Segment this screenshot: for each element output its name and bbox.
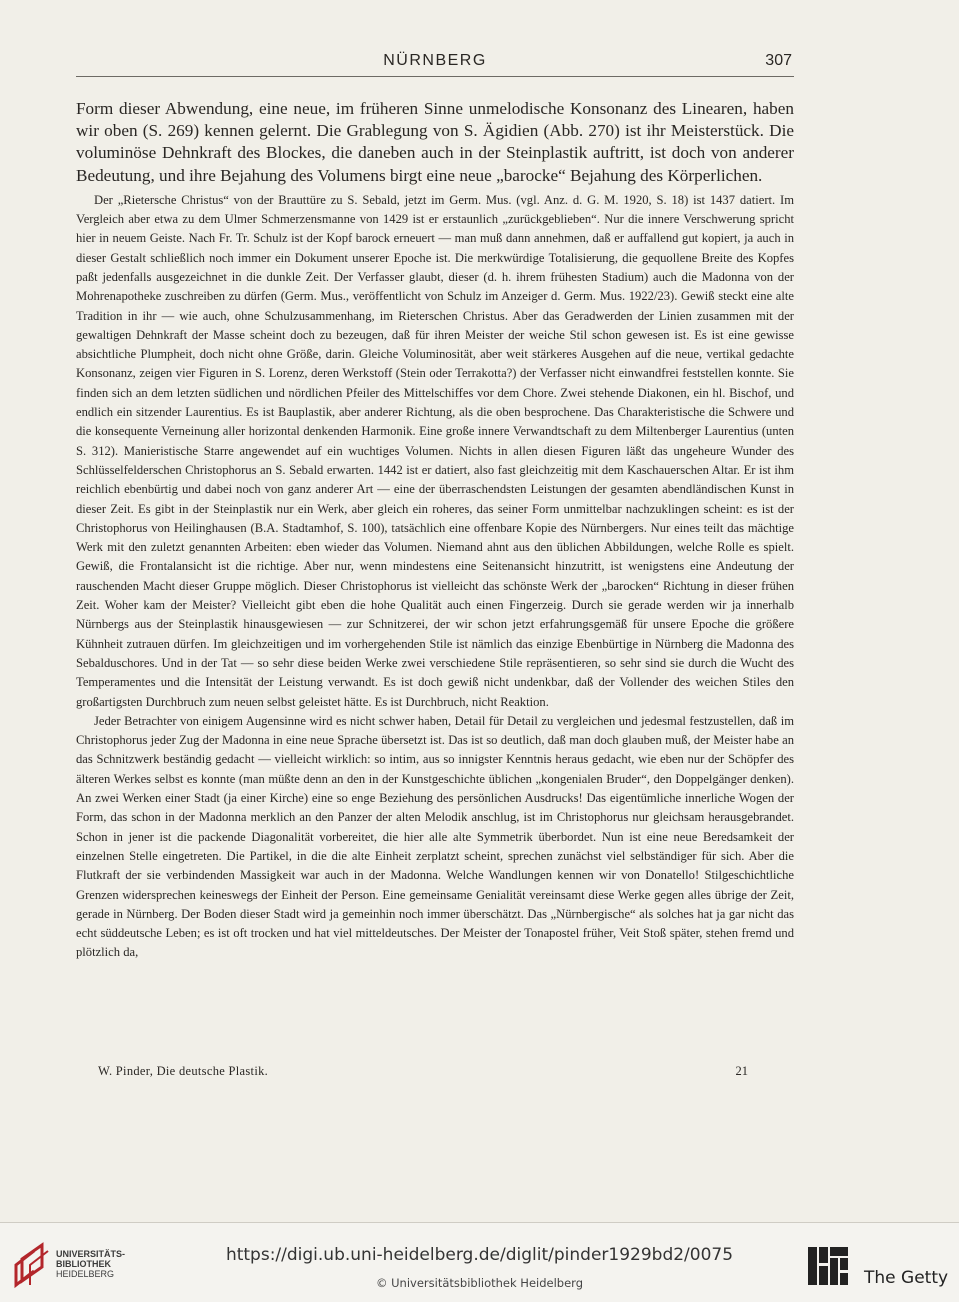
- permalink-url[interactable]: https://digi.ub.uni-heidelberg.de/diglit/pinder1929bd2/0075: [225, 1245, 734, 1265]
- library-line-1: UNIVERSITÄTS-: [56, 1249, 126, 1259]
- footer-bar: [0, 1223, 959, 1302]
- page-number: 307: [765, 52, 792, 69]
- signature-sheet: 21: [735, 1064, 748, 1078]
- lead-paragraph: Form dieser Abwendung, eine neue, im früheren Sinne unmelodische Konsonanz des Linearen, haben wir oben (S. 269) kennen gelernt. Die Grablegung von S. Ägidien (Abb. 270) ist ihr Meisterstück. Die voluminöse Dehnkraft des Blockes, die daneben auch in der Steinplastik auftritt, ist doch von anderer Bedeutung, und ihre Bejahung des Volumens birgt eine neue „barocke“ Bejahung des Körperlichen.: [76, 99, 794, 185]
- library-line-2: BIBLIOTHEK: [56, 1259, 111, 1269]
- small-paragraph-2: Jeder Betrachter von einigem Augensinne wird es nicht schwer haben, Detail für Detail zu vergleichen und jedesmal festzustellen, daß im Christophorus jeder Zug der Madonna in eine neue Sprache übersetzt ist. Das ist so deutlich, daß man doch glauben muß, der Meister habe an das Schnitzwerk beständig gedacht — vielleicht wirklich: so intim, aus so innigster Kenntnis heraus gedacht, wie eben nur der Schöpfer des älteren Werkes selbst es konnte (man müßte denn an den in der Kunstgeschichte üblichen „kongenialen Bruder“, den Doppelgänger denken). An zwei Werken einer Stadt (ja einer Kirche) eine so enge Beziehung des persönlichen Ausdrucks! Das eigentümliche innerliche Wogen der Form, das schon in der Madonna merklich an den Panzer der alten Melodik anschlug, ist im Christophorus nur gleichsam herausgebrandet. Schon in jener ist die packende Diagonalität vorbereitet, die hier alle alte Symmetrik überbordet. Nun ist eine neue Beredsamkeit der einzelnen Stelle eingetreten. Die Partikel, in die die alte Einheit zerplatzt scheint, sprechen zunächst viel selbständiger für sich. Aber die Flutkraft der sie verbindenden Massigkeit war auch in der Madonna. Welche Wandlungen kennen wir von Donatello! Stilgeschichtliche Grenzen widersprechen keineswegs der Einheit der Person. Eine gemeinsame Genialität vereinsamt diese Werke gegen alles übrige der Zeit, gerade in Nürnberg. Der Boden dieser Stadt wird ja gemeinhin noch immer überschätzt. Das „Nürnbergische“ als solches hat ja gar nicht das echt süddeutsche Leben; es ist oft trocken und hat viel mitteldeutsches. Der Meister der Tonapostel früher, Veit Stoß später, stehen fremd und plötzlich da,: [76, 713, 794, 960]
- library-line-3: HEIDELBERG: [56, 1269, 115, 1279]
- getty-logo-icon[interactable]: [808, 1247, 848, 1285]
- running-header: [76, 52, 794, 77]
- signature-line: [98, 1064, 748, 1079]
- getty-name[interactable]: The Getty: [864, 1268, 949, 1288]
- signature-book: W. Pinder, Die deutsche Plastik.: [98, 1064, 269, 1078]
- body-text: [76, 98, 794, 963]
- running-title: NÜRNBERG: [383, 52, 487, 69]
- small-paragraph-1: Der „Rietersche Christus“ von der Brauttüre zu S. Sebald, jetzt im Germ. Mus. (vgl. Anz. d. G. M. 1920, S. 18) ist 1437 datiert. Im Vergleich aber etwa zu dem Ulmer Schmerzensmanne von 1429 ist er erstaunlich „zurückgeblieben“. Nur die innere Verschwerung spricht hier in neuem Geiste. Nach Fr. Tr. Schulz ist der Kopf barock erneuert — man muß dann annehmen, daß er auffallend gut kopiert, ja auch in dieser Gestalt schließlich noch immer ein Dokument unserer Epoche ist. Die merkwürdige Totalisierung, die gequollene Breite des Kopfes paßt jedenfalls ausgezeichnet in die dunkle Zeit. Der Verfasser glaubt, dieser (d. h. ihrem frühesten Stadium) auch die Madonna von der Mohrenapotheke zuschreiben zu dürfen (Germ. Mus., veröffentlicht von Schulz im Anzeiger d. Germ. Mus. 1922/23). Gewiß steckt eine alte Tradition in ihr — wie auch, ohne Schulzusammenhang, im Rieterschen Christus. Aber das Geradwerden der Linien zusammen mit der gewaltigen Dehnkraft der Masse scheint doch zu bezeugen, daß für ihren Meister der weiche Stil schon gewesen ist. Es ist eine gewisse absichtliche Plumpheit, doch nicht ohne Größe, darin. Gleiche Voluminosität, aber weit stärkeres Ausgehen auf die neue, vertikal gedachte Konsonanz, zeigen vier Figuren in S. Lorenz, deren Werkstoff (Stein oder Terrakotta?) der Verfasser nicht einwandfrei feststellen konnte. Sie finden sich an dem letzten südlichen und nördlichen Pfeiler des Mittelschiffes vor dem Chore. Zwei stehende Diakonen, ein hl. Bischof, und endlich ein sitzender Laurentius. Es ist Bauplastik, aber anderer Richtung, als die oben besprochene. Das Charakteristische die Schwere und die konsequente Verneinung aller horizontal denkenden Harmonik. Eine große innere Verwandtschaft zu dem Miltenberger Laurentius (unten S. 312). Manieristische Starre angewendet auf ein wuchtiges Volumen. Nichts in allen diesen Figuren läßt das ungeheure Wunder des Schlüsselfelderschen Christophorus an S. Sebald erwarten. 1442 ist er datiert, also fast gleichzeitig mit dem Kaschauerschen Altar. Er ist ihm reichlich ebenbürtig und dabei noch von ganz anderer Art — eine der überraschendsten Leistungen der gesamten abendländischen Kunst in dieser Zeit. Es gibt in der Steinplastik nur ein Werk, aber gleich ein roheres, das seiner Form unmittelbar nachzuklingen scheint: es ist der Christophorus von Heilinghausen (B.A. Stadtamhof, S. 100), tatsächlich eine offenbare Kopie des Nürnbergers. Nur eines teilt das mächtige Werk mit den zuletzt genannten Arbeiten: eben wieder das Volumen. Niemand ahnt aus den üblichen Abbildungen, welche Rolle es spielt. Gewiß, die Frontalansicht ist die richtige. Aber nur, wenn mindestens eine Seitenansicht hinzutritt, ist wenigstens eine Andeutung der rauschenden Macht dieser Gruppe möglich. Dieser Christophorus ist vielleicht das schönste Werk der „barocken“ Richtung in dieser frühen Zeit. Woher kam der Meister? Vielleicht gibt eben die hohe Qualität auch einen Fingerzeig. Durch sie gerade werden wir ja innerhalb Nürnbergs aus der Steinplastik hinausgewiesen — zur Schnitzerei, der wir schon jetzt erfahrungsgemäß für unsere Epoche die größere Kühnheit zutrauen dürfen. Im gleichzeitigen und im vorhergehenden Stile ist nämlich das einzige Ebenbürtige in Nürnberg die Madonna des Sebalduschores. Und in der Tat — so sehr diese beiden Werke zwei verschiedene Stile repräsentieren, so sehr sind sie durch die Wucht des Temperamentes und die Intensität der Leistung verwandt. Es ist doch gewiß nicht undenkbar, daß der Vollender des weichen Stiles den großartigsten Durchbruch zum neuen selbst geleistet hätte. Es ist Durchbruch, nicht Reaktion.: [76, 192, 794, 709]
- copyright-notice: © Universitätsbibliothek Heidelberg: [375, 1276, 583, 1290]
